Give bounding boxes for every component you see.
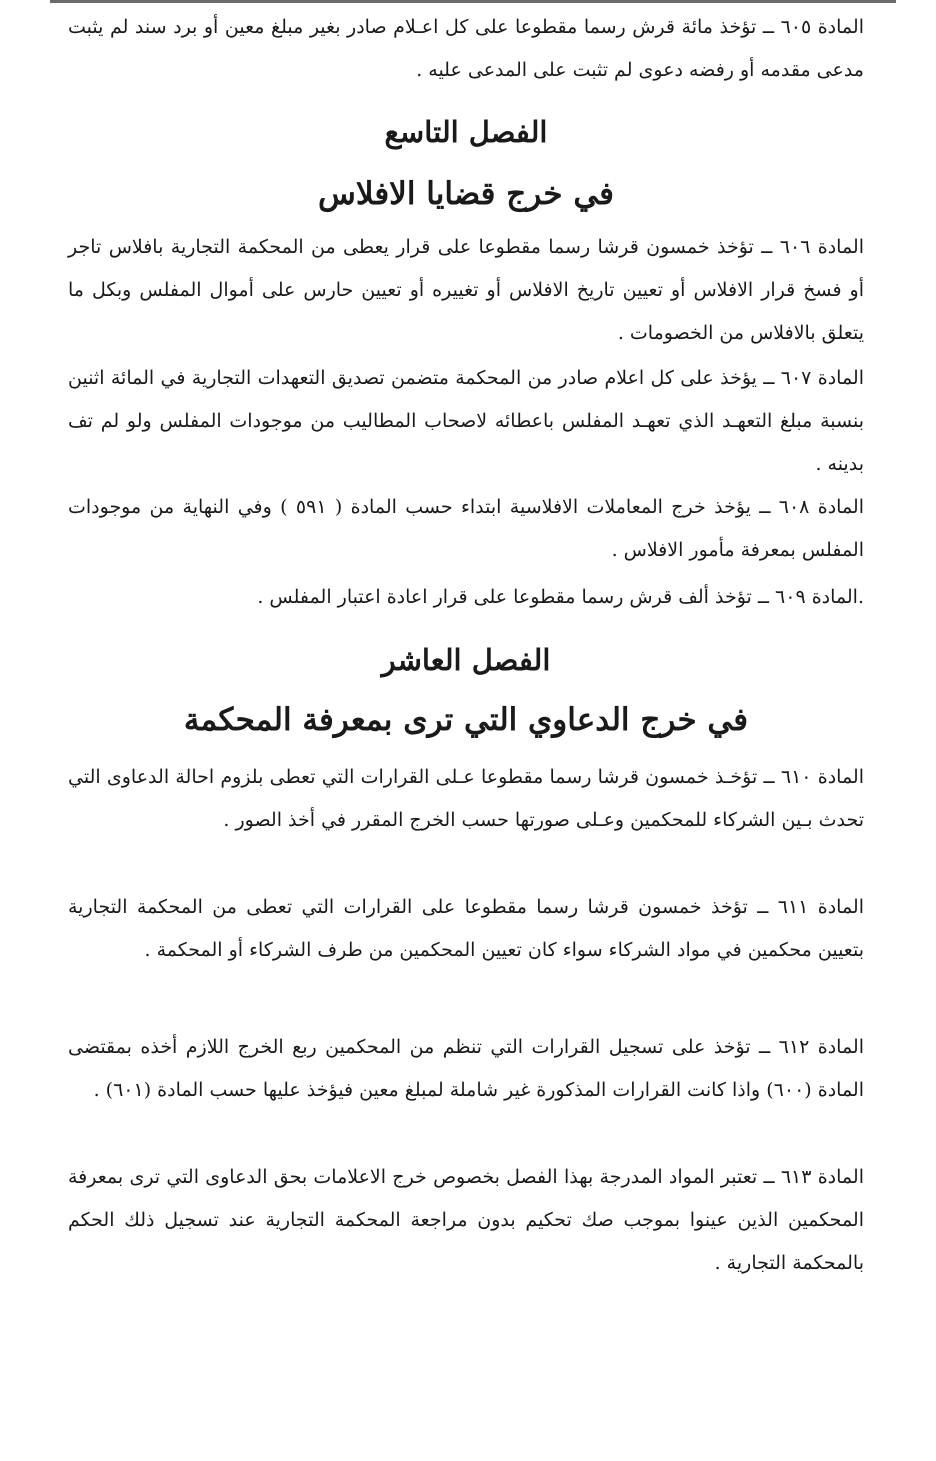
article-611: المادة ٦١١ ــ تؤخذ خمسون قرشا رسما مقطوعا على القرارات التي تعطى من المحكمة التجارية بتعيين محكمين في مواد الشركاء سواء كان تعيين المحكمين من طرف الشركاء أو المحكمة . xyxy=(68,896,864,961)
article-612: المادة ٦١٢ ــ تؤخذ على تسجيل القرارات التي تنظم من المحكمين ربع الخرج اللازم أخذه بمقتضى المادة (٦٠٠) واذا كانت القرارات المذكورة غير شاملة لمبلغ معين فيؤخذ عليها حسب المادة (٦٠١) . xyxy=(68,1036,864,1101)
chapter-10-subtitle: في خرج الدعاوي التي ترى بمعرفة المحكمة xyxy=(183,702,749,738)
article-605: المادة ٦٠٥ ــ تؤخذ مائة قرش رسما مقطوعا على كل اعـلام صادر بغير مبلغ معين أو برد سند لم يثبت مدعى مقدمه أو رفضه دعوى لم تثبت على المدعى عليه . xyxy=(68,16,864,81)
article-607: المادة ٦٠٧ ــ يؤخذ على كل اعلام صادر من المحكمة متضمن تصديق التعهدات التجارية في المائة اثنين بنسبة مبلغ التعهـد الذي تعهـد المفلس باعطائه لاصحاب المطاليب من موجودات المفلس ولو لم تف بدينه . xyxy=(68,367,864,475)
article-609: .المادة ٦٠٩ ــ تؤخذ ألف قرش رسما مقطوعا على قرار اعادة اعتبار المفلس . xyxy=(257,586,864,608)
article-613: المادة ٦١٣ ــ تعتبر المواد المدرجة بهذا الفصل بخصوص خرج الاعلامات بحق الدعاوى التي ترى بمعرفة المحكمين الذين عينوا بموجب صك تحكيم بدون مراجعة المحكمة التجارية عند تسجيل ذلك الحكم بالمحكمة التجارية . xyxy=(68,1166,864,1274)
article-608: المادة ٦٠٨ ــ يؤخذ خرج المعاملات الافلاسية ابتداء حسب المادة ( ٥٩١ ) وفي النهاية من موجودات المفلس بمعرفة مأمور الافلاس . xyxy=(68,496,864,561)
article-606: المادة ٦٠٦ ــ تؤخذ خمسون قرشا رسما مقطوعا على قرار يعطى من المحكمة التجارية بافلاس تاجر أو فسخ قرار الافلاس أو تعيين تاريخ الافلاس أو تغييره أو تعيين حارس على أموال المفلس وبكل ما يتعلق بالافلاس من الخصومات . xyxy=(68,236,865,344)
chapter-9-subtitle: في خرج قضايا الافلاس xyxy=(318,176,614,212)
chapter-9-title: الفصل التاسع xyxy=(384,115,548,149)
chapter-10-title: الفصل العاشر xyxy=(381,643,551,677)
top-rule xyxy=(50,0,896,3)
article-610: المادة ٦١٠ ــ تؤخـذ خمسون قرشا رسما مقطوعا عـلى القرارات التي تعطى بلزوم احالة الدعاوى التي تحدث بـين الشركاء للمحكمين وعـلى صورتها حسب الخرج المقرر في أخذ الصور . xyxy=(68,766,865,831)
